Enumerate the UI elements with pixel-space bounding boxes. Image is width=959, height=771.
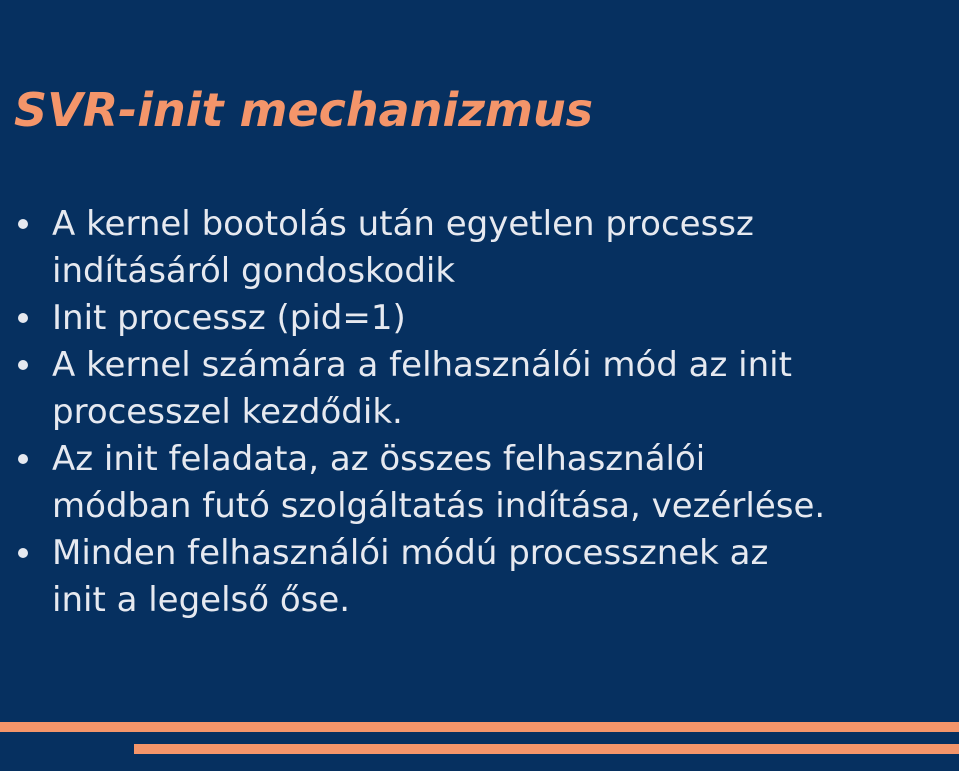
bullet-text-line: módban futó szolgáltatás indítása, vezérlése. [52, 486, 826, 526]
decorative-bar-bottom [134, 744, 959, 754]
bullet-dot-icon [18, 219, 28, 229]
bullet-item [0, 436, 940, 530]
decorative-bar-top [0, 722, 959, 732]
bullet-dot-icon [18, 313, 28, 323]
bullet-text-line: Init processz (pid=1) [52, 298, 406, 338]
bullet-item [0, 530, 940, 624]
bullet-text-line: Az init feladata, az összes felhasználói [52, 439, 706, 479]
bullet-text-line: indításáról gondoskodik [52, 251, 456, 291]
bullet-text-line: init a legelső őse. [52, 580, 351, 620]
bullet-dot-icon [18, 360, 28, 370]
bullet-text-line: A kernel számára a felhasználói mód az init [52, 345, 792, 385]
bullet-dot-icon [18, 548, 28, 558]
bullet-item [0, 295, 940, 342]
bullet-item [0, 201, 940, 295]
bullet-dot-icon [18, 454, 28, 464]
slide-title: SVR-init mechanizmus [14, 83, 594, 137]
bullet-text-line: Minden felhasználói módú processznek az [52, 533, 769, 573]
bullet-text-line: processzel kezdődik. [52, 392, 403, 432]
bullet-item [0, 342, 940, 436]
bullet-list [0, 201, 940, 624]
bullet-text-line: A kernel bootolás után egyetlen processz [52, 204, 754, 244]
